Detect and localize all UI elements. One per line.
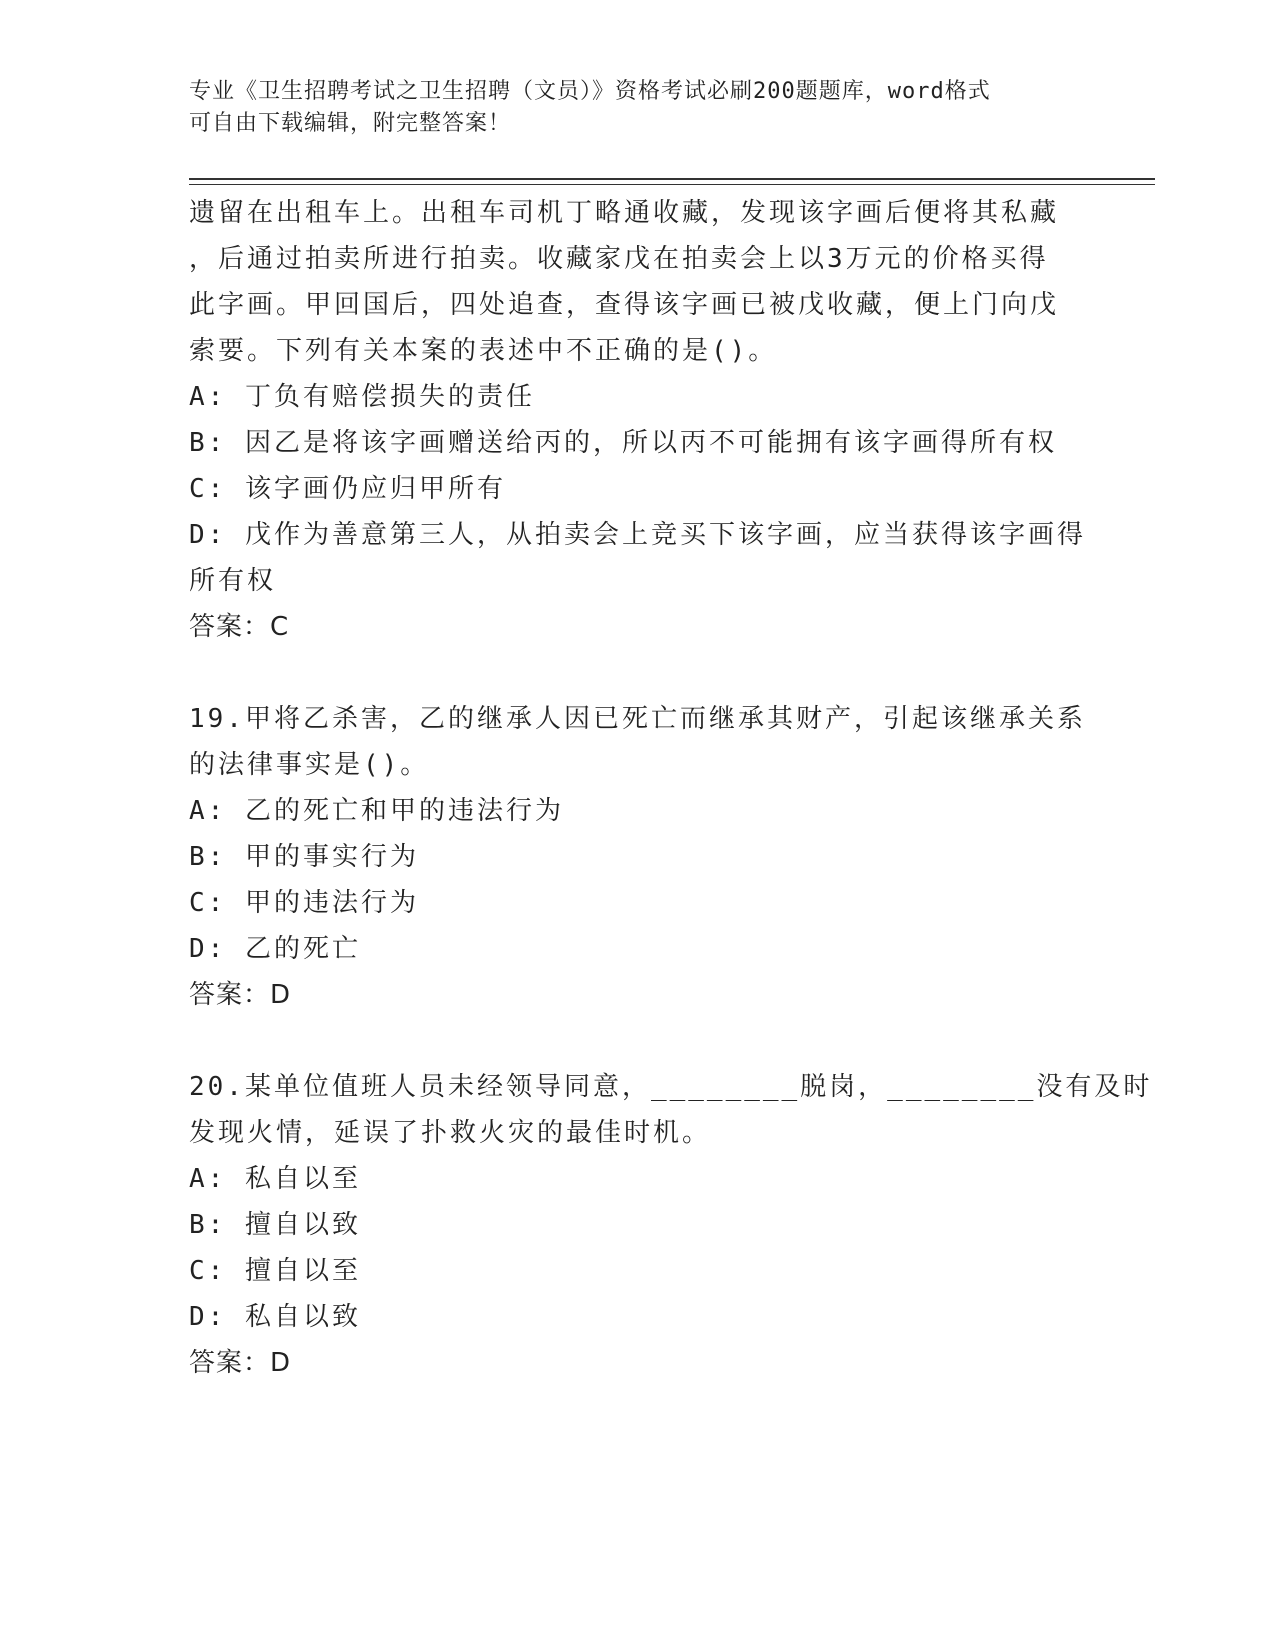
question-stem-line: 的法律事实是()。 (189, 750, 430, 780)
option-a: A: 私自以至 (189, 1164, 361, 1194)
option-d-continued: 所有权 (189, 566, 277, 596)
option-c: C: 甲的违法行为 (189, 888, 419, 918)
question-stem-line: ，后通过拍卖所进行拍卖。收藏家戊在拍卖会上以3万元的价格买得 (189, 244, 1049, 274)
question-18 (189, 190, 1089, 650)
option-a: A: 乙的死亡和甲的违法行为 (189, 796, 564, 826)
option-d: D: 乙的死亡 (189, 934, 361, 964)
question-spacer (189, 650, 1089, 696)
header-line-1: 专业《卫生招聘考试之卫生招聘（文员）》资格考试必刷200题题库，word格式 (189, 79, 991, 104)
question-stem-line: 20.某单位值班人员未经领导同意，________脱岗，________没有及时 (189, 1072, 1153, 1102)
page-header (189, 76, 1069, 140)
answer-line: 答案：C (189, 612, 290, 642)
option-b: B: 擅自以致 (189, 1210, 361, 1240)
question-spacer (189, 1018, 1089, 1064)
answer-line: 答案：D (189, 980, 292, 1010)
option-d: D: 私自以致 (189, 1302, 361, 1332)
question-stem-line: 此字画。甲回国后，四处追查，查得该字画已被戊收藏，便上门向戊 (189, 290, 1060, 320)
question-19 (189, 696, 1089, 1018)
option-b: B: 因乙是将该字画赠送给丙的，所以丙不可能拥有该字画得所有权 (189, 428, 1057, 458)
question-stem-line: 遗留在出租车上。出租车司机丁略通收藏，发现该字画后便将其私藏 (189, 198, 1060, 228)
header-divider-thick (189, 178, 1155, 180)
option-b: B: 甲的事实行为 (189, 842, 419, 872)
header-line-2: 可自由下载编辑，附完整答案！ (189, 111, 512, 136)
question-stem-line: 索要。下列有关本案的表述中不正确的是()。 (189, 336, 778, 366)
answer-line: 答案：D (189, 1348, 292, 1378)
option-c: C: 擅自以至 (189, 1256, 361, 1286)
header-divider-thin (189, 184, 1155, 185)
question-stem-line: 19.甲将乙杀害，乙的继承人因已死亡而继承其财产，引起该继承关系 (189, 704, 1086, 734)
option-c: C: 该字画仍应归甲所有 (189, 474, 506, 504)
question-stem-line: 发现火情，延误了扑救火灾的最佳时机。 (189, 1118, 712, 1148)
option-a: A: 丁负有赔偿损失的责任 (189, 382, 535, 412)
option-d: D: 戊作为善意第三人，从拍卖会上竞买下该字画，应当获得该字画得 (189, 520, 1086, 550)
document-body (189, 190, 1153, 1386)
question-20 (189, 1064, 1153, 1386)
